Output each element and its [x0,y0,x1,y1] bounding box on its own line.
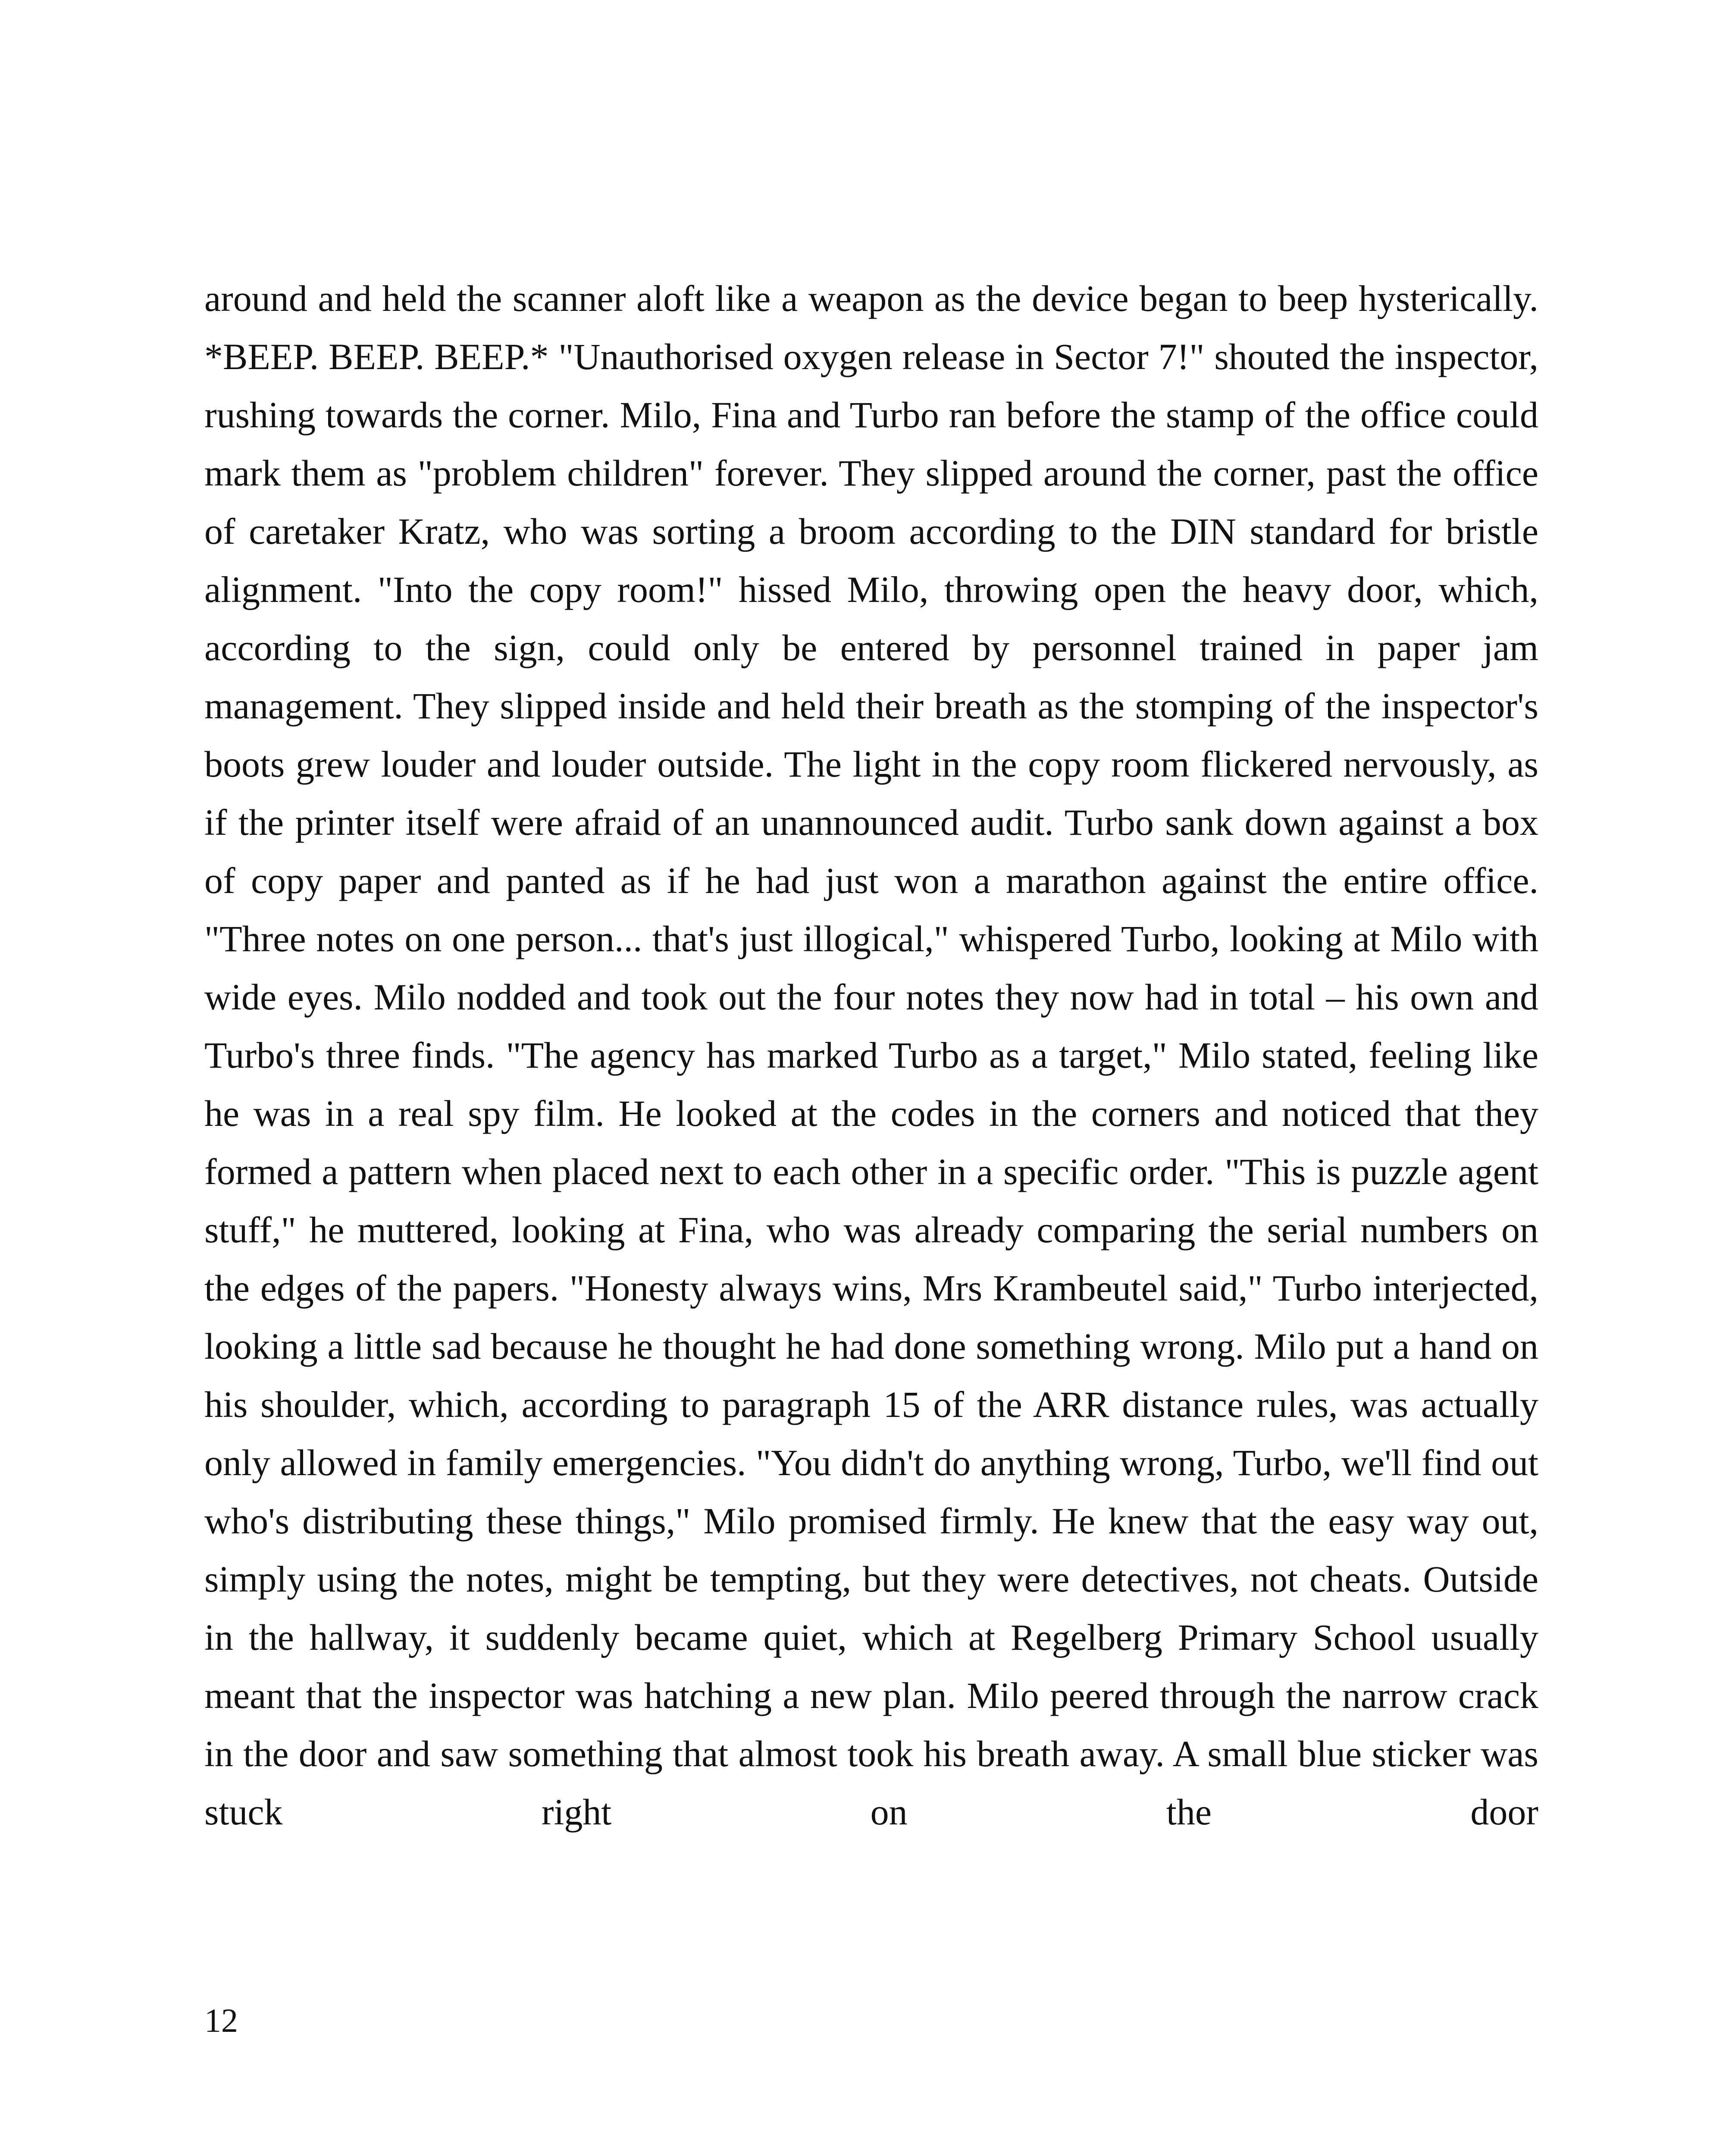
page-number: 12 [204,2002,238,2039]
body-text: around and held the scanner aloft like a weapon as the device began to beep hysterically. *BEEP. BEEP. BEEP.* "Unauthorised oxygen release in Sector 7!" shouted the inspector, rushing towards the corner. Milo, Fina and Turbo ran before the stamp of the office could mark them as "problem children" forever. They slipped around the corner, past the office of caretaker Kratz, who was sorting a broom according to the DIN standard for bristle alignment. "Into the copy room!" hissed Milo, throwing open the heavy door, which, according to the sign, could only be entered by personnel trained in paper jam management. They slipped inside and held their breath as the stomping of the inspector's boots grew louder and louder outside. The light in the copy room flickered nervously, as if the printer itself were afraid of an unannounced audit. Turbo sank down against a box of copy paper and panted as if he had just won a marathon against the entire office. "Three notes on one person... that's just illogical," whispered Turbo, looking at Milo with wide eyes. Milo nodded and took out the four notes they now had in total – his own and Turbo's three finds. "The agency has marked Turbo as a target," Milo stated, feeling like he was in a real spy film. He looked at the codes in the corners and noticed that they formed a pattern when placed next to each other in a specific order. "This is puzzle agent stuff," he muttered, looking at Fina, who was already comparing the serial numbers on the edges of the papers. "Honesty always wins, Mrs Krambeutel said," Turbo interjected, looking a little sad because he thought he had done something wrong. Milo put a hand on his shoulder, which, according to paragraph 15 of the ARR distance rules, was actually only allowed in family emergencies. "You didn't do anything wrong, Turbo, we'll find out who's distributing these things," Milo promised firmly. He knew that the easy way out, simply using the notes, might be tempting, but they were detectives, not cheats. Outside in the hallway, it suddenly became quiet, which at Regelberg Primary School usually meant that the inspector was hatching a new plan. Milo peered through the narrow crack in the door and saw something that almost took his breath away. A small blue sticker was stuck right on the door [204,278,1538,1833]
